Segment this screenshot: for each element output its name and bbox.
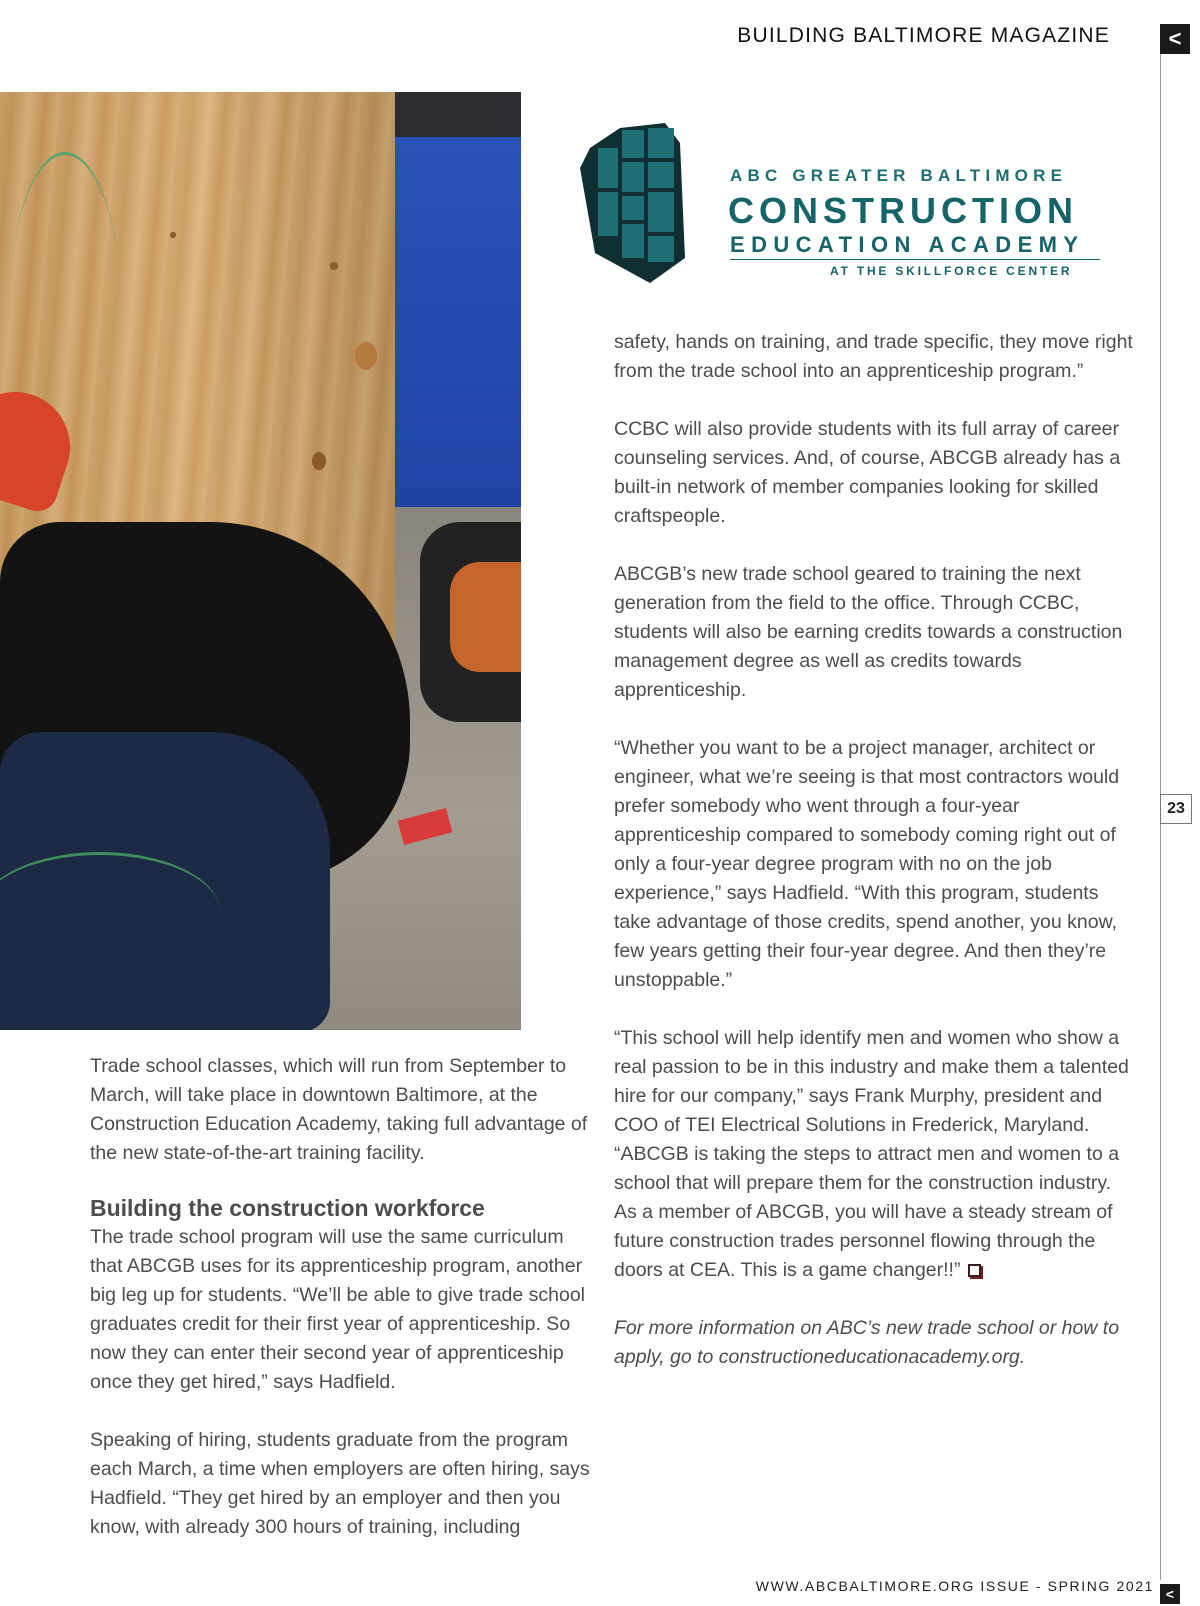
- logo-line-academy: EDUCATION ACADEMY: [730, 232, 1085, 257]
- logo-line-center: AT THE SKILLFORCE CENTER: [830, 264, 1073, 278]
- construction-student-photo: [0, 92, 521, 1030]
- right-text-column: [614, 328, 1134, 1401]
- paragraph: Speaking of hiring, students graduate from the program each March, a time when employers are often hiring, says Hadfield. “They get hired by an employer and then you know, with already 300 hours of training, including: [90, 1429, 590, 1538]
- magazine-title: BUILDING BALTIMORE MAGAZINE: [737, 24, 1110, 47]
- logo-rule: [730, 259, 1100, 260]
- more-info-note: For more information on ABC’s new trade school or how to apply, go to constructioneducationacademy.org.: [614, 1317, 1120, 1368]
- paragraph: ABCGB’s new trade school geared to training the next generation from the field to the office. Through CCBC, students will also be earning credits towards a construction management degree as well as credits towards apprenticeship.: [614, 563, 1123, 701]
- logo-line-construction: CONSTRUCTION: [728, 190, 1078, 231]
- paragraph-text: “This school will help identify men and women who show a real passion to be in this industry and make them a talented hire for our company,” says Frank Murphy, president and COO of TEI Electrical Solutions in Frederick, Maryland. “ABCGB is taking the steps to attract men and women to a school that will prepare them for the construction industry. As a member of ABCGB, you will have a steady stream of future construction trades personnel flowing through the doors at CEA. This is a game changer!!”: [614, 1027, 1129, 1281]
- paragraph: CCBC will also provide students with its full array of career counseling services. And, of course, ABCGB already has a built-in network of member companies looking for skilled craftspeople.: [614, 418, 1121, 527]
- paragraph: “Whether you want to be a project manager, architect or engineer, what we’re seeing is that most contractors would prefer somebody who went through a four-year apprenticeship compared to somebody coming right out of only a four-year degree program with no on the job experience,” says Hadfield. “With this program, students take advantage of those credits, spend another, you know, few years getting their four-year degree. And then they’re unstoppable.”: [614, 737, 1120, 991]
- paragraph: The trade school program will use the same curriculum that ABCGB uses for its apprenticeship program, another big leg up for students. “We’ll be able to give trade school graduates credit for their first year of apprenticeship. So now they can enter their second year of apprenticeship once they get hired,” says Hadfield.: [90, 1226, 586, 1393]
- cea-logo: [570, 118, 1100, 288]
- logo-line-org: ABC GREATER BALTIMORE: [730, 166, 1068, 185]
- left-text-column: [90, 1052, 590, 1571]
- page-number: 23: [1160, 794, 1192, 824]
- back-arrow-icon[interactable]: <: [1160, 24, 1190, 54]
- building-logo-icon: [570, 118, 710, 288]
- footer-text: WWW.ABCBALTIMORE.ORG ISSUE - SPRING 2021: [755, 1578, 1154, 1594]
- section-heading: Building the construction workforce: [90, 1195, 485, 1221]
- paragraph-with-endmark: [614, 1024, 1134, 1285]
- end-of-story-icon: [968, 1264, 981, 1277]
- paragraph: Trade school classes, which will run from September to March, will take place in downtown Baltimore, at the Construction Education Academy, taking full advantage of the new state-of-the-art training facility.: [90, 1055, 588, 1164]
- paragraph: safety, hands on training, and trade specific, they move right from the trade school into an apprenticeship program.”: [614, 331, 1133, 382]
- back-arrow-icon[interactable]: <: [1160, 1584, 1180, 1604]
